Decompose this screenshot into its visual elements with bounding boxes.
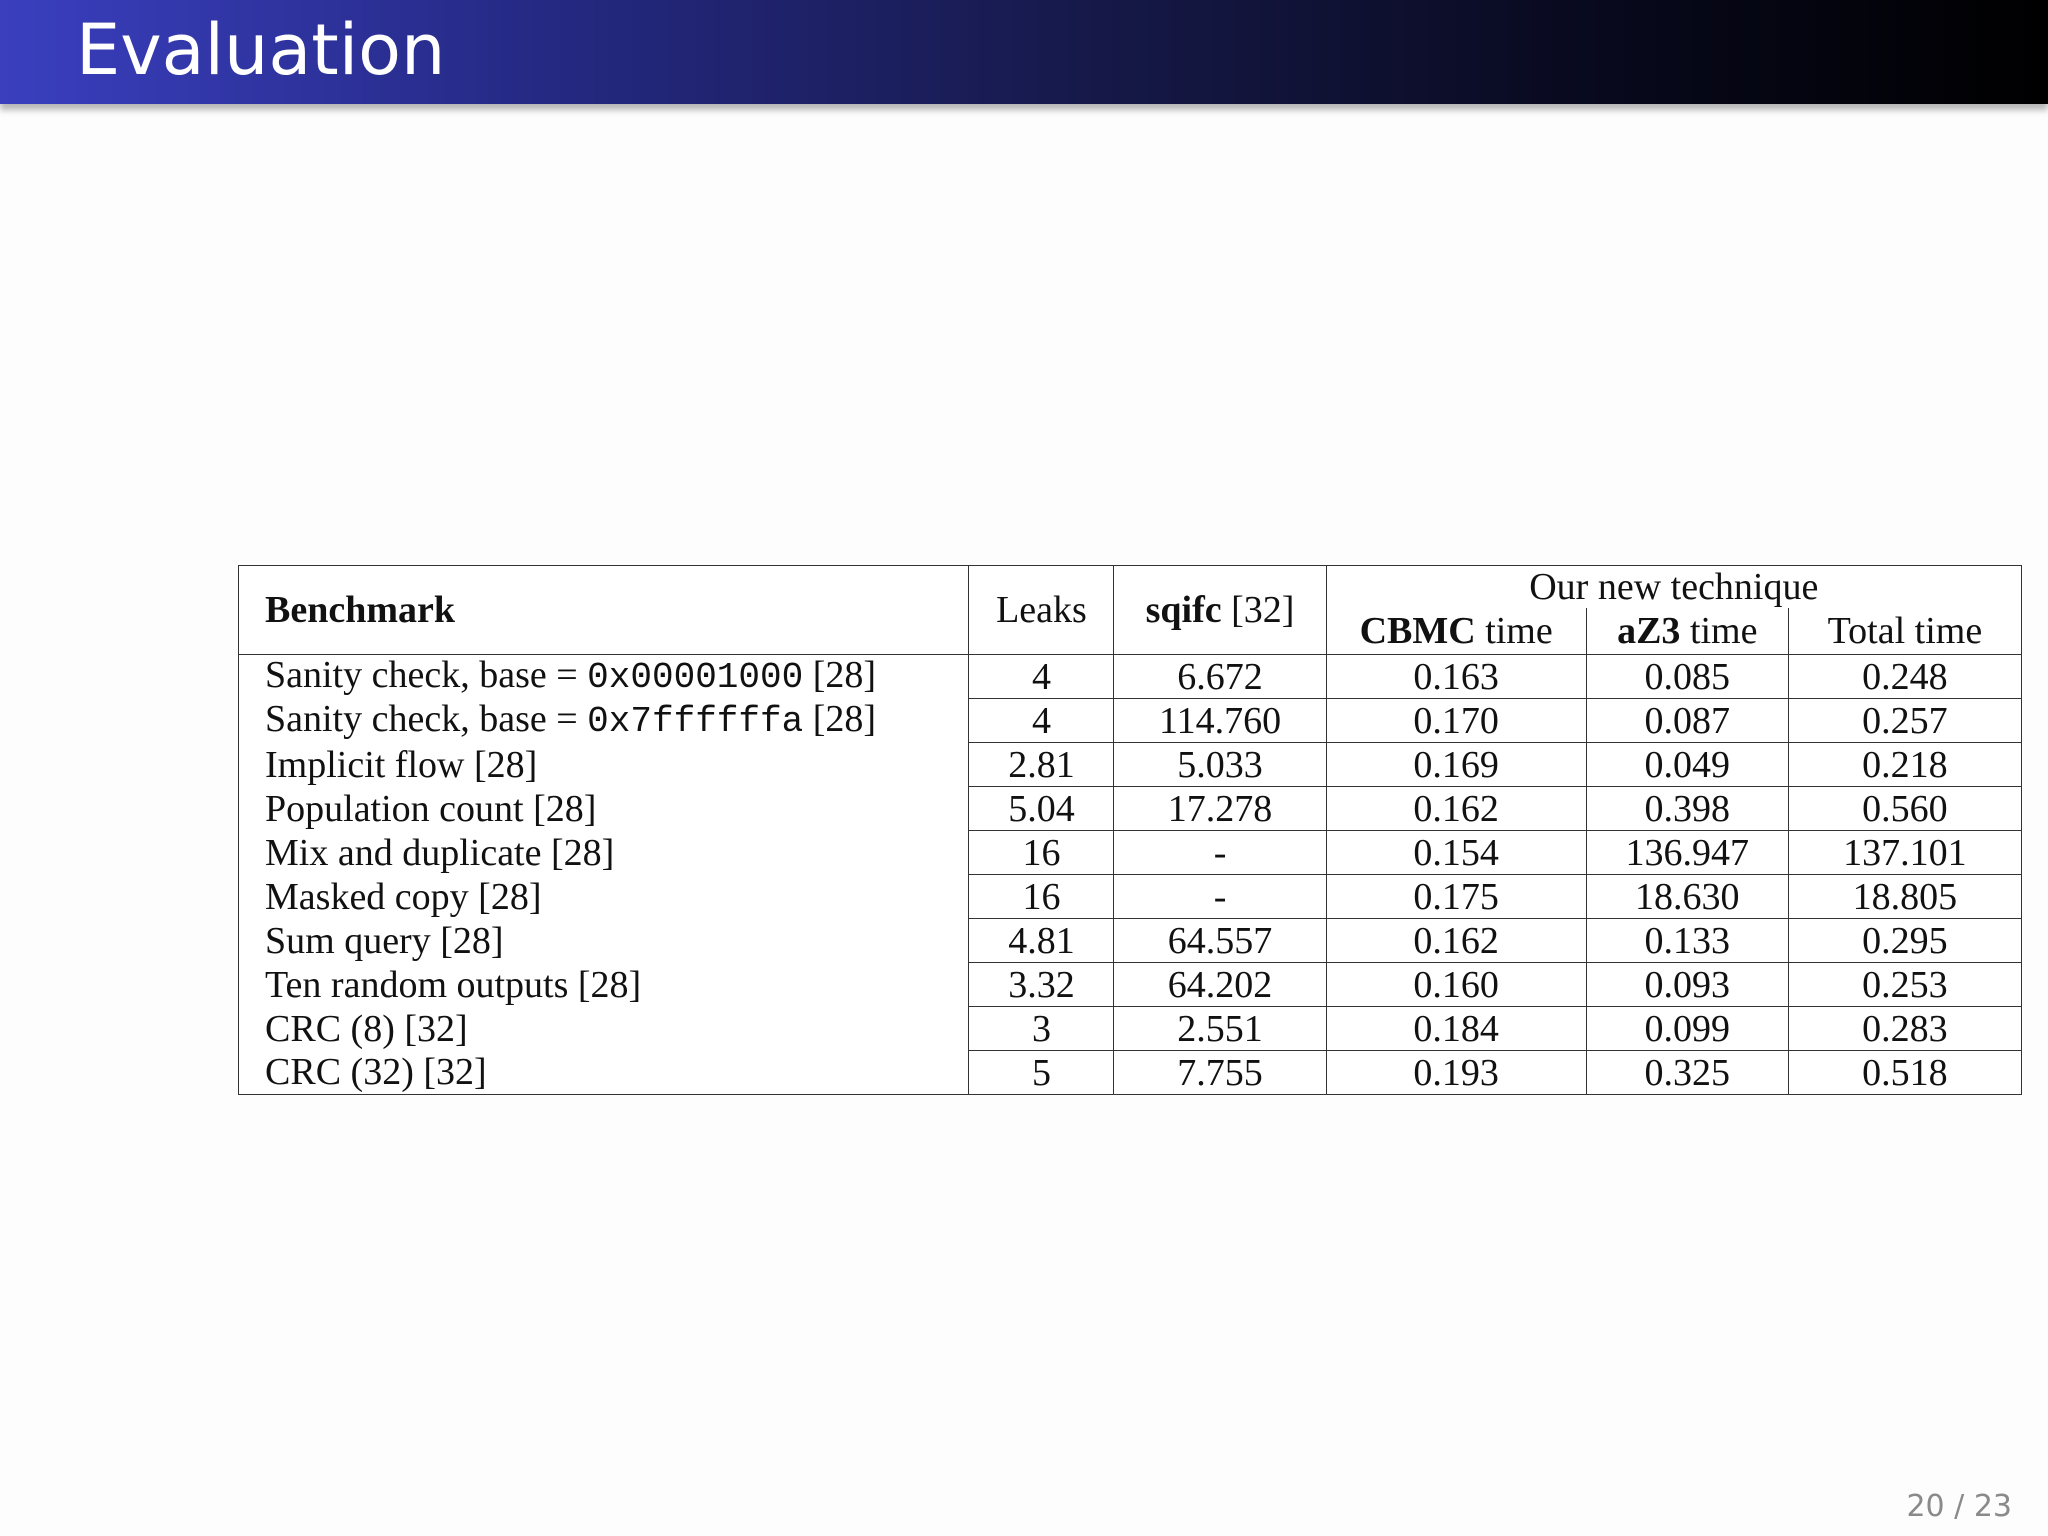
- total-time-cell: 0.253: [1788, 963, 2021, 1007]
- results-table: [238, 565, 2022, 1095]
- cbmc-time-cell: 0.175: [1326, 875, 1586, 919]
- az3-time-cell: 0.085: [1586, 655, 1788, 699]
- header-group-new-technique: Our new technique: [1326, 566, 2021, 608]
- header-sqifc-name: sqifc: [1145, 589, 1222, 631]
- sqifc-cell: -: [1114, 831, 1326, 875]
- sqifc-cell: 17.278: [1114, 787, 1326, 831]
- sqifc-cell: -: [1114, 875, 1326, 919]
- total-time-cell: 137.101: [1788, 831, 2021, 875]
- benchmark-name: Sanity check, base =: [265, 654, 588, 697]
- table-body: [239, 655, 2022, 1095]
- leaks-cell: 4: [969, 699, 1114, 743]
- sqifc-cell: 2.551: [1114, 1007, 1326, 1051]
- table-row: [239, 699, 2022, 743]
- cbmc-time-cell: 0.160: [1326, 963, 1586, 1007]
- benchmark-name: CRC (8) [32]: [265, 1007, 468, 1050]
- benchmark-cell: [239, 875, 969, 919]
- cbmc-time-cell: 0.170: [1326, 699, 1586, 743]
- header-sqifc-ref: [32]: [1231, 589, 1295, 631]
- az3-time-cell: 0.093: [1586, 963, 1788, 1007]
- total-time-cell: 0.218: [1788, 743, 2021, 787]
- benchmark-reference: [28]: [803, 698, 877, 740]
- total-time-cell: 0.283: [1788, 1007, 2021, 1051]
- cbmc-time-cell: 0.162: [1326, 787, 1586, 831]
- benchmark-name: Masked copy [28]: [265, 875, 542, 918]
- benchmark-cell: [239, 831, 969, 875]
- leaks-cell: 3: [969, 1007, 1114, 1051]
- benchmark-name: Population count [28]: [265, 787, 597, 830]
- table-row: [239, 963, 2022, 1007]
- benchmark-name: Implicit flow [28]: [265, 743, 538, 786]
- benchmark-base-address: 0x00001000: [587, 657, 804, 699]
- slide-title: Evaluation: [76, 9, 446, 91]
- benchmark-cell: [239, 1051, 969, 1095]
- table-row: [239, 875, 2022, 919]
- total-time-cell: 0.248: [1788, 655, 2021, 699]
- leaks-cell: 3.32: [969, 963, 1114, 1007]
- cbmc-time-cell: 0.154: [1326, 831, 1586, 875]
- benchmark-cell: [239, 699, 969, 743]
- header-total-time: Total time: [1788, 608, 2021, 655]
- benchmark-base-address: 0x7ffffffa: [587, 701, 804, 742]
- benchmark-cell: [239, 787, 969, 831]
- title-bar: [0, 0, 2048, 104]
- total-time-cell: 0.295: [1788, 919, 2021, 963]
- table-row: [239, 743, 2022, 787]
- header-az3-name: aZ3: [1617, 609, 1681, 652]
- sqifc-cell: 64.557: [1114, 919, 1326, 963]
- header-sqifc: [1114, 566, 1326, 655]
- benchmark-cell: [239, 655, 969, 699]
- sqifc-cell: 6.672: [1114, 655, 1326, 699]
- benchmark-cell: [239, 963, 969, 1007]
- cbmc-time-cell: 0.193: [1326, 1051, 1586, 1095]
- benchmark-cell: [239, 743, 969, 787]
- az3-time-cell: 0.133: [1586, 919, 1788, 963]
- sqifc-cell: 5.033: [1114, 743, 1326, 787]
- benchmark-name: Sanity check, base =: [265, 698, 588, 740]
- cbmc-time-cell: 0.184: [1326, 1007, 1586, 1051]
- leaks-cell: 4: [969, 655, 1114, 699]
- header-cbmc-suffix: time: [1485, 609, 1553, 652]
- benchmark-cell: [239, 919, 969, 963]
- cbmc-time-cell: 0.169: [1326, 743, 1586, 787]
- header-az3-suffix: time: [1689, 609, 1758, 652]
- az3-time-cell: 0.398: [1586, 787, 1788, 831]
- benchmark-name: Ten random outputs [28]: [265, 963, 642, 1006]
- total-time-cell: 0.257: [1788, 699, 2021, 743]
- table-row: [239, 1007, 2022, 1051]
- az3-time-cell: 18.630: [1586, 875, 1788, 919]
- total-time-cell: 0.560: [1788, 787, 2021, 831]
- sqifc-cell: 114.760: [1114, 699, 1326, 743]
- benchmark-name: Mix and duplicate [28]: [265, 831, 615, 874]
- table-row: [239, 1051, 2022, 1095]
- benchmark-name: CRC (32) [32]: [265, 1051, 487, 1094]
- header-cbmc-name: CBMC: [1359, 609, 1476, 652]
- total-time-cell: 18.805: [1788, 875, 2021, 919]
- az3-time-cell: 0.099: [1586, 1007, 1788, 1051]
- table-row: [239, 831, 2022, 875]
- header-benchmark: Benchmark: [239, 566, 969, 655]
- leaks-cell: 2.81: [969, 743, 1114, 787]
- az3-time-cell: 136.947: [1586, 831, 1788, 875]
- total-time-cell: 0.518: [1788, 1051, 2021, 1095]
- leaks-cell: 5: [969, 1051, 1114, 1095]
- header-leaks: Leaks: [969, 566, 1114, 655]
- az3-time-cell: 0.049: [1586, 743, 1788, 787]
- table-row: [239, 919, 2022, 963]
- table-row: [239, 787, 2022, 831]
- page-number: 20 / 23: [1906, 1489, 2012, 1524]
- cbmc-time-cell: 0.162: [1326, 919, 1586, 963]
- benchmark-reference: [28]: [803, 654, 877, 697]
- sqifc-cell: 64.202: [1114, 963, 1326, 1007]
- sqifc-cell: 7.755: [1114, 1051, 1326, 1095]
- cbmc-time-cell: 0.163: [1326, 655, 1586, 699]
- table-row: [239, 655, 2022, 699]
- benchmark-name: Sum query [28]: [265, 919, 504, 962]
- az3-time-cell: 0.325: [1586, 1051, 1788, 1095]
- leaks-cell: 16: [969, 831, 1114, 875]
- header-cbmc-time: [1326, 608, 1586, 655]
- leaks-cell: 5.04: [969, 787, 1114, 831]
- az3-time-cell: 0.087: [1586, 699, 1788, 743]
- benchmark-cell: [239, 1007, 969, 1051]
- leaks-cell: 16: [969, 875, 1114, 919]
- leaks-cell: 4.81: [969, 919, 1114, 963]
- header-az3-time: [1586, 608, 1788, 655]
